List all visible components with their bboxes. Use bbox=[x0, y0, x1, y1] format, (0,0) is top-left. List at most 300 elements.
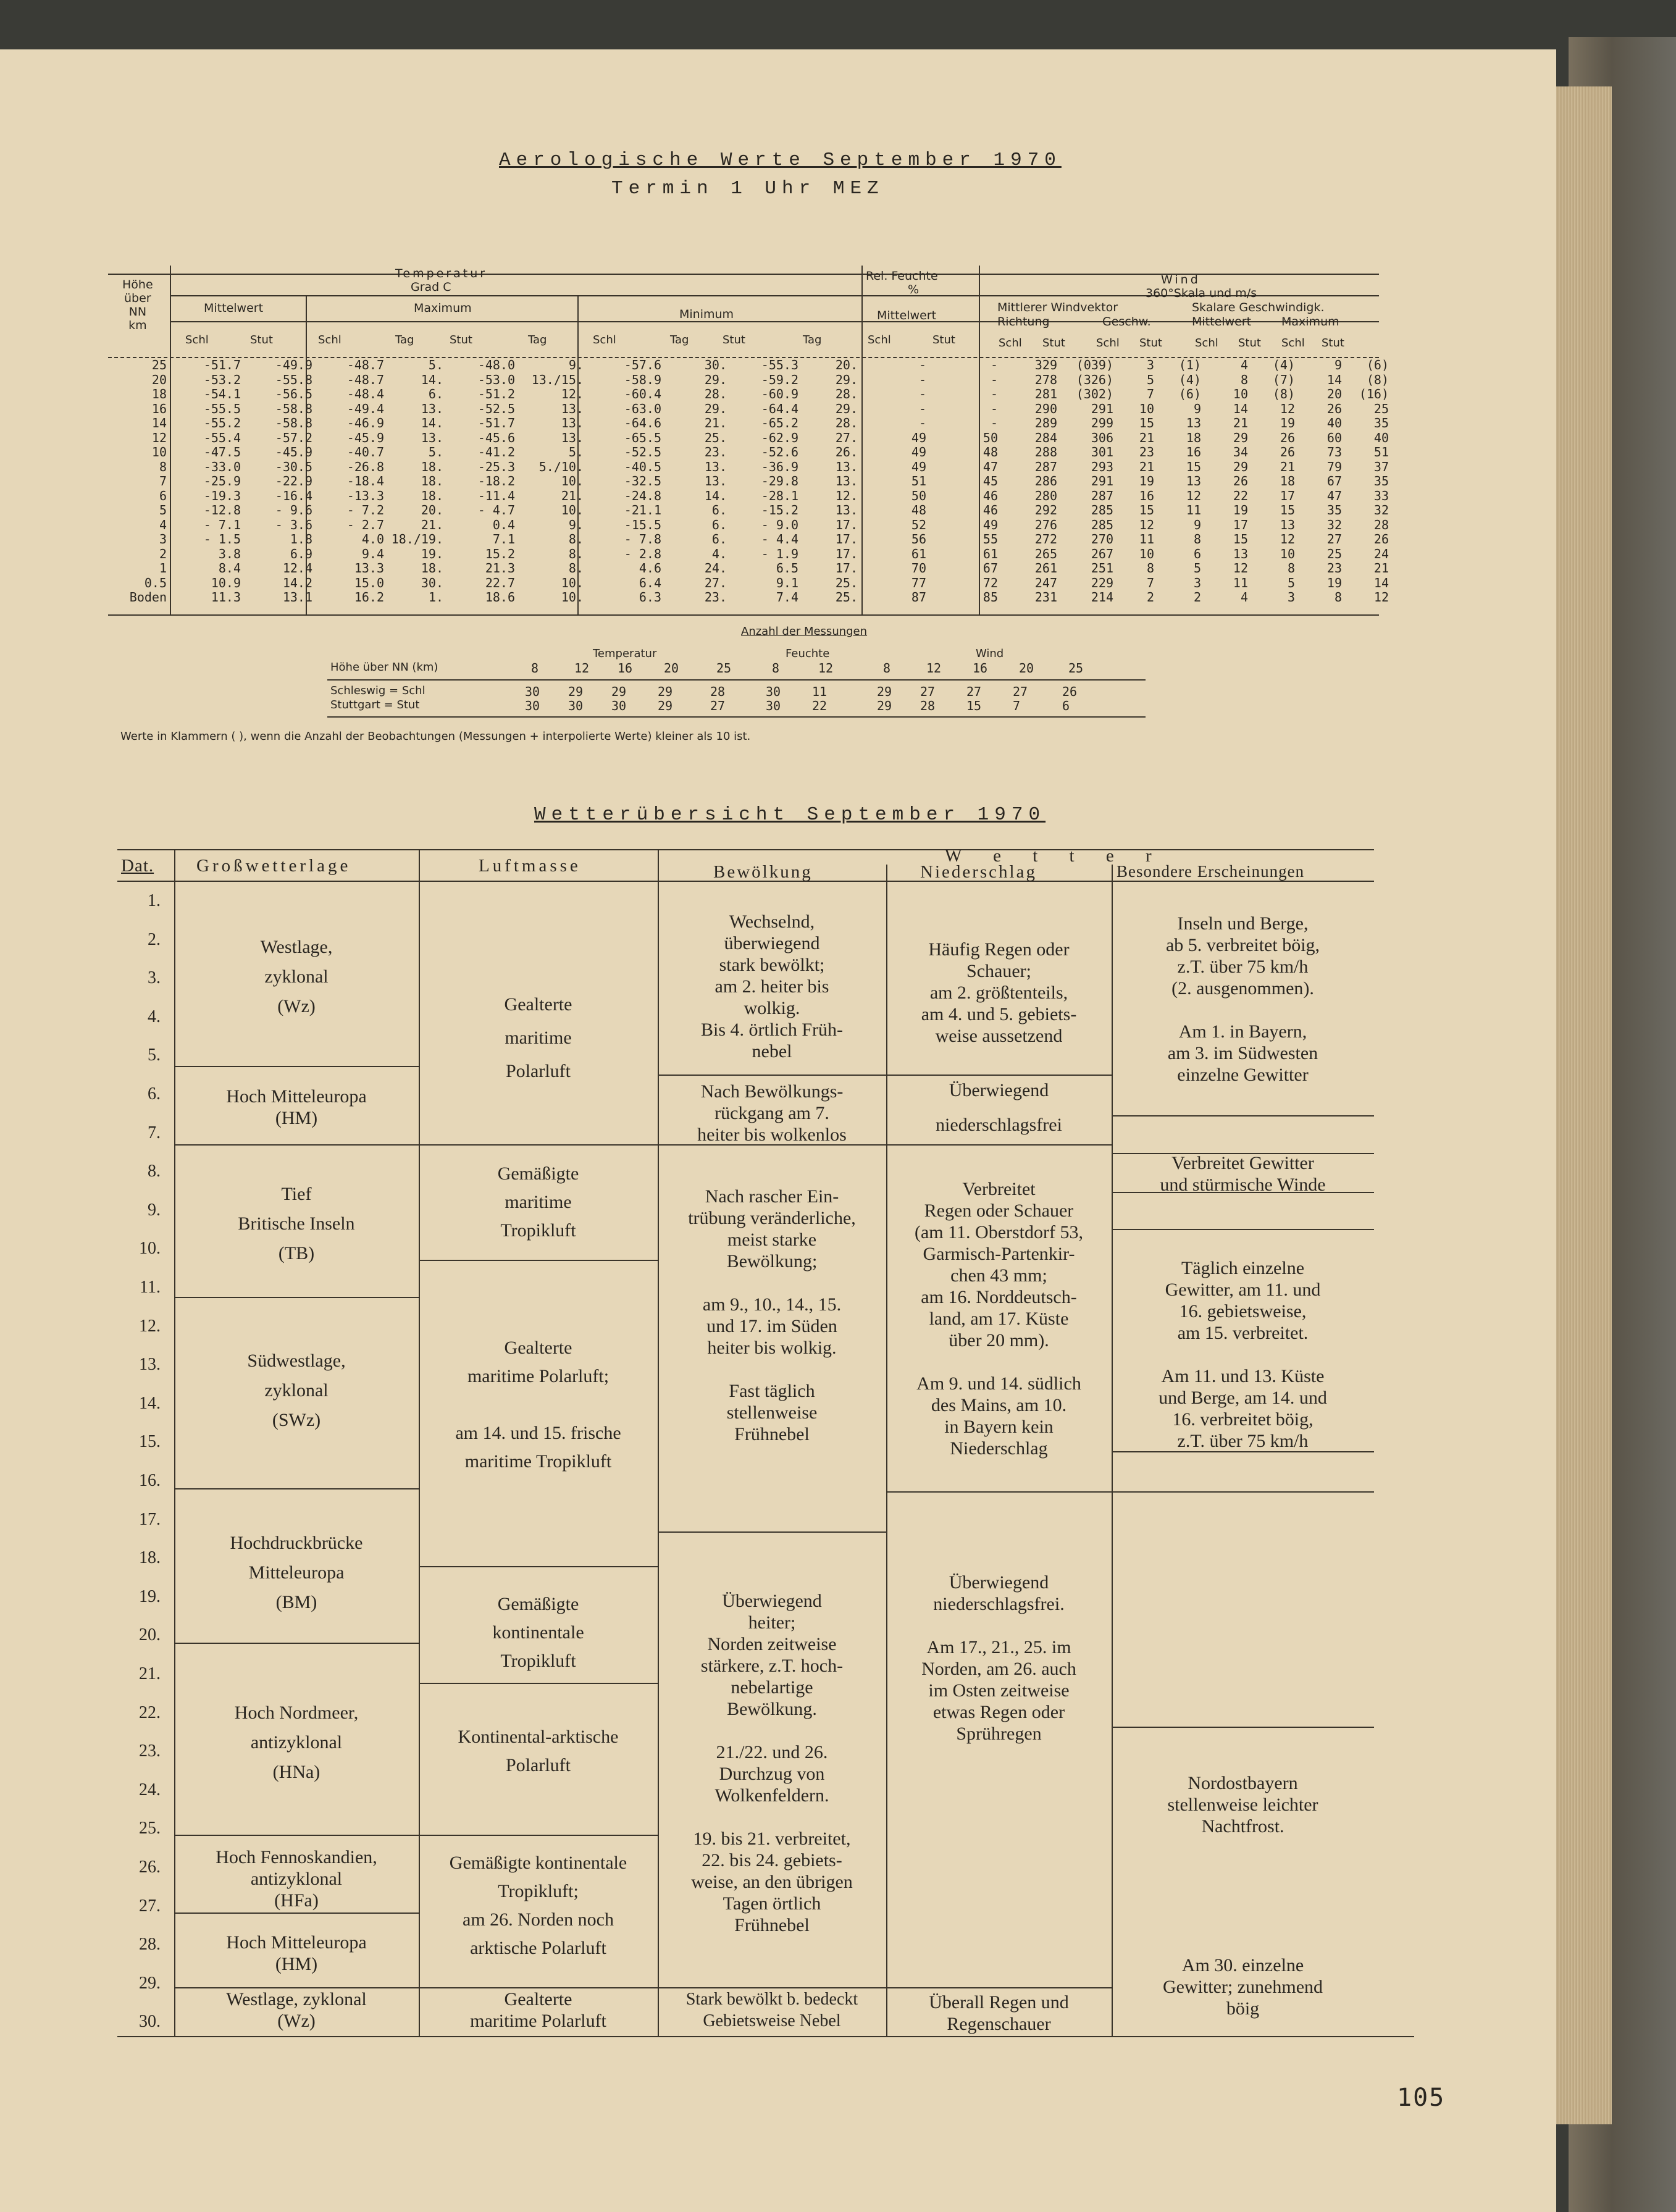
aero-value-cell: (16) bbox=[1359, 387, 1389, 401]
date-label: 27. bbox=[139, 1896, 161, 1916]
aero-value-cell: -57.2 bbox=[275, 430, 312, 445]
aero-value-cell: 14. bbox=[421, 372, 443, 387]
aero-value-cell: 13 bbox=[1233, 546, 1248, 561]
aero-value-cell: 251 bbox=[1091, 561, 1113, 576]
count-height-cell: 25 bbox=[1068, 661, 1084, 676]
aero-value-cell: 299 bbox=[1091, 416, 1113, 430]
aero-value-cell: -62.9 bbox=[761, 430, 798, 445]
aero-value-cell: (4) bbox=[1178, 372, 1201, 387]
aero-value-cell: 2 bbox=[1146, 590, 1154, 605]
count-cell: 28 bbox=[920, 698, 936, 713]
aero-value-cell: 11 bbox=[1139, 532, 1154, 547]
nied-rule bbox=[886, 1144, 1112, 1146]
sub-schl: Schl bbox=[593, 333, 616, 346]
aero-value-cell: - bbox=[918, 372, 926, 387]
aero-value-cell: 61 bbox=[983, 546, 998, 561]
aero-value-cell: -65.2 bbox=[761, 416, 798, 430]
aero-value-cell: 21. bbox=[421, 517, 443, 532]
count-height-cell: 16 bbox=[973, 661, 988, 676]
wind-header: Wind bbox=[1161, 273, 1200, 287]
bew-rule bbox=[658, 1075, 886, 1076]
date-label: 1. bbox=[148, 891, 161, 910]
aero-value-cell: 13 bbox=[1186, 474, 1201, 488]
gwl-block: Westlage, zyklonal (Wz) bbox=[226, 1989, 367, 2031]
counts-hoehe-label: Höhe über NN (km) bbox=[330, 661, 438, 674]
aero-value-cell: 12 bbox=[1233, 561, 1248, 576]
aero-value-cell: 34 bbox=[1233, 445, 1248, 459]
count-cell: 30 bbox=[525, 684, 540, 699]
aero-value-cell: -45.9 bbox=[346, 430, 384, 445]
count-height-cell: 12 bbox=[574, 661, 590, 676]
aero-value-cell: -22.9 bbox=[275, 474, 312, 488]
aero-row bbox=[105, 416, 1393, 431]
aero-value-cell: 291 bbox=[1091, 401, 1113, 416]
gwl-block: Tief Britische Inseln (TB) bbox=[238, 1184, 355, 1263]
aero-value-cell: 29. bbox=[835, 372, 858, 387]
aero-value-cell: 21. bbox=[704, 416, 727, 430]
aero-height-cell: 7 bbox=[159, 474, 167, 488]
aero-value-cell: 27 bbox=[1326, 532, 1342, 547]
aero-value-cell: (4) bbox=[1272, 358, 1295, 372]
aero-value-cell: 49 bbox=[911, 459, 926, 474]
sub-stut: Stut bbox=[723, 333, 745, 346]
bes-block: Verbreitet Gewitter und stürmische Winde bbox=[1160, 1153, 1326, 1195]
aero-value-cell: 26 bbox=[1373, 532, 1389, 547]
aero-value-cell: 21 bbox=[1280, 459, 1295, 474]
aero-value-cell: 12 bbox=[1280, 401, 1295, 416]
temperatur-header: Temperatur bbox=[395, 267, 488, 280]
aero-height-cell: 5 bbox=[159, 503, 167, 517]
aero-value-cell: -55.2 bbox=[203, 416, 241, 430]
aero-value-cell: -13.3 bbox=[346, 488, 384, 503]
aero-value-cell: 17 bbox=[1280, 488, 1295, 503]
aero-value-cell: 284 bbox=[1034, 430, 1057, 445]
count-cell: 29 bbox=[611, 684, 627, 699]
aero-value-cell: 5./10. bbox=[538, 459, 584, 474]
aero-value-cell: 48 bbox=[983, 445, 998, 459]
gwl-block: Hoch Mitteleuropa (HM) bbox=[226, 1932, 367, 1974]
nied-block: Überwiegend niederschlagsfrei. Am 17., 21., 25. im Norden, am 26. auch im Osten zeitweise etwas Regen oder Sprühregen bbox=[921, 1572, 1076, 1744]
aero-value-cell: 8 bbox=[1287, 561, 1295, 576]
aero-value-cell: 67 bbox=[983, 561, 998, 576]
aero-value-cell: -52.5 bbox=[477, 401, 515, 416]
aero-value-cell: -58.9 bbox=[624, 372, 661, 387]
aero-value-cell: (7) bbox=[1272, 372, 1295, 387]
aero-value-cell: 13. bbox=[561, 430, 584, 445]
date-label: 13. bbox=[139, 1355, 161, 1375]
aero-value-cell: -55.8 bbox=[275, 372, 312, 387]
aero-height-cell: 2 bbox=[159, 546, 167, 561]
aero-value-cell: 52 bbox=[911, 517, 926, 532]
aero-value-cell: - 4.7 bbox=[477, 503, 515, 517]
luft-block: Gemäßigte kontinentale Tropikluft bbox=[492, 1594, 584, 1671]
aero-value-cell: 3 bbox=[1146, 358, 1154, 372]
aero-value-cell: 329 bbox=[1034, 358, 1057, 372]
date-label: 7. bbox=[148, 1123, 161, 1142]
aero-value-cell: - bbox=[918, 387, 926, 401]
aero-value-cell: 8. bbox=[568, 532, 584, 547]
gwl-rule bbox=[174, 1835, 419, 1836]
aero-subtitle: Termin 1 Uhr MEZ bbox=[611, 178, 884, 199]
aero-value-cell: 77 bbox=[911, 575, 926, 590]
windvektor-header: Mittlerer Windvektor bbox=[997, 301, 1118, 314]
aero-value-cell: -41.2 bbox=[477, 445, 515, 459]
aero-value-cell: (6) bbox=[1178, 387, 1201, 401]
aero-value-cell: 35 bbox=[1326, 503, 1342, 517]
counts-rule bbox=[327, 716, 1146, 718]
aero-value-cell: -40.7 bbox=[346, 445, 384, 459]
aero-value-cell: 19 bbox=[1233, 503, 1248, 517]
wetter-dat-header: Dat. bbox=[121, 856, 154, 876]
aero-value-cell: 285 bbox=[1091, 503, 1113, 517]
aero-value-cell: 10 bbox=[1280, 546, 1295, 561]
aero-value-cell: -48.4 bbox=[346, 387, 384, 401]
aero-value-cell: 33 bbox=[1373, 488, 1389, 503]
count-height-cell: 25 bbox=[716, 661, 732, 676]
aero-value-cell: 3.8 bbox=[218, 546, 241, 561]
aero-value-cell: - 7.8 bbox=[624, 532, 661, 547]
bew-block: Stark bewölkt b. bedeckt Gebietsweise Nebel bbox=[685, 1990, 858, 2030]
aero-value-cell: 10. bbox=[561, 590, 584, 605]
aero-value-cell: 0.4 bbox=[492, 517, 515, 532]
aero-value-cell: 15 bbox=[1139, 503, 1154, 517]
aero-value-cell: 50 bbox=[911, 488, 926, 503]
gwl-rule bbox=[174, 1488, 419, 1489]
aero-row bbox=[105, 561, 1393, 576]
aero-value-cell: 73 bbox=[1326, 445, 1342, 459]
aero-value-cell: 6.9 bbox=[290, 546, 312, 561]
aero-value-cell: -48.7 bbox=[346, 372, 384, 387]
wetter-nied-header: Niederschlag bbox=[920, 862, 1037, 882]
aero-value-cell: 21. bbox=[561, 488, 584, 503]
aero-value-cell: 51 bbox=[1373, 445, 1389, 459]
aero-value-cell: -55.3 bbox=[761, 358, 798, 372]
aero-value-cell: -60.4 bbox=[624, 387, 661, 401]
count-cell: 7 bbox=[1013, 698, 1021, 713]
bes-block: Inseln und Berge, ab 5. verbreitet böig, z.T. über 75 km/h (2. ausgenommen). Am 1. in Bayern, am 3. im Südwesten einzelne Gewitter bbox=[1165, 913, 1320, 1085]
aero-value-cell: -48.0 bbox=[477, 358, 515, 372]
aero-height-cell: 20 bbox=[151, 372, 167, 387]
pct-header: % bbox=[908, 283, 920, 296]
aero-value-cell: 1.8 bbox=[290, 532, 312, 547]
sub-schl: Schl bbox=[868, 333, 891, 346]
date-label: 2. bbox=[148, 929, 161, 949]
aero-value-cell: 8.4 bbox=[218, 561, 241, 576]
aero-value-cell: 13. bbox=[421, 401, 443, 416]
aero-value-cell: (8) bbox=[1366, 372, 1389, 387]
sub-schl: Schl bbox=[1096, 337, 1120, 350]
date-label: 9. bbox=[148, 1200, 161, 1220]
aero-value-cell: 8 bbox=[1240, 372, 1248, 387]
aero-value-cell: 21 bbox=[1139, 459, 1154, 474]
aero-value-cell: 17. bbox=[835, 561, 858, 576]
aero-value-cell: 13./15. bbox=[531, 372, 584, 387]
aero-value-cell: 13. bbox=[835, 459, 858, 474]
geschw-header: Geschw. bbox=[1102, 315, 1151, 329]
aero-value-cell: 12 bbox=[1139, 517, 1154, 532]
aero-value-cell: -64.6 bbox=[624, 416, 661, 430]
date-label: 26. bbox=[139, 1858, 161, 1877]
aero-value-cell: 14 bbox=[1233, 401, 1248, 416]
wetter-bew-header: Bewölkung bbox=[713, 862, 813, 882]
aero-value-cell: 16 bbox=[1139, 488, 1154, 503]
aero-row bbox=[105, 532, 1393, 547]
aero-value-cell: 14 bbox=[1373, 575, 1389, 590]
aero-value-cell: 29. bbox=[835, 401, 858, 416]
aero-value-cell: 301 bbox=[1091, 445, 1113, 459]
date-label: 24. bbox=[139, 1780, 161, 1799]
aero-value-cell: 12 bbox=[1280, 532, 1295, 547]
count-height-cell: 16 bbox=[618, 661, 633, 676]
date-label: 22. bbox=[139, 1703, 161, 1722]
sub-schl: Schl bbox=[318, 333, 341, 346]
bes-rule bbox=[1112, 1115, 1374, 1116]
wetter-title: Wetterübersicht September 1970 bbox=[534, 804, 1046, 826]
aero-value-cell: -51.7 bbox=[477, 416, 515, 430]
aero-value-cell: 16.2 bbox=[354, 590, 384, 605]
aero-value-cell: 14. bbox=[421, 416, 443, 430]
aero-value-cell: -54.1 bbox=[203, 387, 241, 401]
wetter-gwl-header: Großwetterlage bbox=[196, 856, 351, 876]
sub-schl: Schl bbox=[999, 337, 1022, 350]
aero-value-cell: 1. bbox=[428, 590, 443, 605]
aero-value-cell: 15.2 bbox=[485, 546, 515, 561]
aero-value-cell: 5 bbox=[1287, 575, 1295, 590]
sub-tag: Tag bbox=[395, 333, 414, 346]
aero-value-cell: 3 bbox=[1193, 575, 1201, 590]
luft-block: Gealterte maritime Polarluft bbox=[504, 994, 572, 1081]
bes-block: Täglich einzelne Gewitter, am 11. und 16. gebietsweise, am 15. verbreitet. Am 11. und 13. Küste und Berge, am 14. und 16. verbreitet böig, z.T. über 75 km/h bbox=[1159, 1258, 1327, 1451]
wetter-top-rule bbox=[117, 849, 1374, 850]
aero-value-cell: 23 bbox=[1326, 561, 1342, 576]
bew-block: Nach Bewölkungs- rückgang am 7. heiter bis wolkenlos bbox=[697, 1081, 847, 1145]
aero-value-cell: 19 bbox=[1326, 575, 1342, 590]
aero-value-cell: 24 bbox=[1373, 546, 1389, 561]
date-label: 8. bbox=[148, 1162, 161, 1181]
sub-schl: Schl bbox=[1195, 337, 1218, 350]
aero-value-cell: 293 bbox=[1091, 459, 1113, 474]
count-height-cell: 8 bbox=[531, 661, 539, 676]
aero-row bbox=[105, 474, 1393, 489]
aero-value-cell: 13. bbox=[835, 474, 858, 488]
aero-value-cell: 22.7 bbox=[485, 575, 515, 590]
maximum-header: Maximum bbox=[414, 301, 472, 315]
aero-value-cell: 272 bbox=[1034, 532, 1057, 547]
aero-value-cell: 7 bbox=[1146, 387, 1154, 401]
aero-value-cell: 281 bbox=[1034, 387, 1057, 401]
aero-value-cell: 20. bbox=[421, 503, 443, 517]
aero-value-cell: 55 bbox=[983, 532, 998, 547]
aero-value-cell: 11.3 bbox=[211, 590, 241, 605]
minimum-header: Minimum bbox=[679, 308, 734, 321]
sub-tag: Tag bbox=[670, 333, 689, 346]
aero-value-cell: 10 bbox=[1139, 401, 1154, 416]
aero-value-cell: 51 bbox=[911, 474, 926, 488]
maximum-wind-header: Maximum bbox=[1281, 315, 1339, 329]
aero-note: Werte in Klammern ( ), wenn die Anzahl der Beobachtungen (Messungen + interpolierte Werte) kleiner als 10 ist. bbox=[120, 730, 751, 743]
aero-value-cell: 292 bbox=[1034, 503, 1057, 517]
aero-value-cell: 19. bbox=[421, 546, 443, 561]
aero-value-cell: 291 bbox=[1091, 474, 1113, 488]
date-label: 29. bbox=[139, 1973, 161, 1993]
count-cell: 22 bbox=[812, 698, 828, 713]
aero-value-cell: 14 bbox=[1326, 372, 1342, 387]
aero-value-cell: 12. bbox=[835, 488, 858, 503]
bew-block: Überwiegend heiter; Norden zeitweise stärkere, z.T. hoch- nebelartige Bewölkung. 21./22. und 26. Durchzug von Wolkenfeldern. 19. bis 21. verbreitet, 22. bis 24. gebiets- weise, an den übrigen Tagen örtlich Frühnebel bbox=[691, 1591, 853, 1935]
sub-schl: Schl bbox=[185, 333, 209, 346]
date-label: 30. bbox=[139, 2012, 161, 2032]
aero-value-cell: -52.6 bbox=[761, 445, 798, 459]
mittelwert-rf-header: Mittelwert bbox=[877, 309, 937, 322]
aero-value-cell: 15.0 bbox=[354, 575, 384, 590]
count-height-cell: 12 bbox=[926, 661, 942, 676]
date-label: 18. bbox=[139, 1548, 161, 1568]
aero-height-cell: 18 bbox=[151, 387, 167, 401]
luft-block: Kontinental-arktische Polarluft bbox=[458, 1727, 619, 1775]
aero-value-cell: 229 bbox=[1091, 575, 1113, 590]
aero-value-cell: 9.4 bbox=[361, 546, 384, 561]
aero-value-cell: 12. bbox=[561, 387, 584, 401]
aero-value-cell: (326) bbox=[1076, 372, 1113, 387]
aero-value-cell: - bbox=[918, 416, 926, 430]
aero-value-cell: 12 bbox=[1186, 488, 1201, 503]
count-cell: 6 bbox=[1062, 698, 1070, 713]
aero-value-cell: 28. bbox=[835, 387, 858, 401]
count-cell: 30 bbox=[766, 698, 781, 713]
aero-row bbox=[105, 445, 1393, 460]
aero-value-cell: 5. bbox=[428, 358, 443, 372]
aero-value-cell: 79 bbox=[1326, 459, 1342, 474]
aero-value-cell: 4.6 bbox=[639, 561, 661, 576]
aero-value-cell: 48 bbox=[911, 503, 926, 517]
nied-rule bbox=[886, 1491, 1112, 1493]
aero-value-cell: 5. bbox=[428, 445, 443, 459]
bes-rule bbox=[1112, 1229, 1374, 1230]
aero-value-cell: 276 bbox=[1034, 517, 1057, 532]
aero-value-cell: 11 bbox=[1186, 503, 1201, 517]
aero-value-cell: -47.5 bbox=[203, 445, 241, 459]
aero-value-cell: 13.1 bbox=[282, 590, 312, 605]
luft-rule bbox=[419, 1683, 658, 1684]
aero-value-cell: 6.5 bbox=[776, 561, 798, 576]
luft-block: Gealterte maritime Polarluft; am 14. und 15. frische maritime Tropikluft bbox=[455, 1338, 621, 1472]
aero-value-cell: 28 bbox=[1373, 517, 1389, 532]
aero-value-cell: - bbox=[990, 372, 998, 387]
aero-row bbox=[105, 576, 1393, 591]
aero-value-cell: -55.5 bbox=[203, 401, 241, 416]
bew-block: Wechselnd, überwiegend stark bewölkt; am 2. heiter bis wolkig. Bis 4. örtlich Früh- nebel bbox=[701, 911, 843, 1062]
aero-row bbox=[105, 547, 1393, 562]
aero-value-cell: (6) bbox=[1366, 358, 1389, 372]
aero-value-cell: 13. bbox=[421, 430, 443, 445]
aero-value-cell: 267 bbox=[1091, 546, 1113, 561]
nied-block: Überall Regen und Regenschauer bbox=[929, 1992, 1069, 2034]
aero-value-cell: -49.9 bbox=[275, 358, 312, 372]
counts-stut-label: Stuttgart = Stut bbox=[330, 698, 420, 711]
luft-block: Gemäßigte kontinentale Tropikluft; am 26. Norden noch arktische Polarluft bbox=[449, 1853, 627, 1958]
aero-value-cell: 13 bbox=[1280, 517, 1295, 532]
aero-value-cell: - bbox=[990, 416, 998, 430]
aero-value-cell: - bbox=[918, 401, 926, 416]
count-height-cell: 12 bbox=[818, 661, 834, 676]
sub-stut: Stut bbox=[450, 333, 472, 346]
aero-value-cell: 30. bbox=[704, 358, 727, 372]
aero-value-cell: -19.3 bbox=[203, 488, 241, 503]
count-cell: 15 bbox=[966, 698, 982, 713]
aero-row bbox=[105, 402, 1393, 417]
aero-value-cell: 50 bbox=[983, 430, 998, 445]
sub-stut: Stut bbox=[1238, 337, 1261, 350]
aero-value-cell: -18.2 bbox=[477, 474, 515, 488]
aero-value-cell: 290 bbox=[1034, 401, 1057, 416]
aero-value-cell: 17 bbox=[1233, 517, 1248, 532]
date-label: 6. bbox=[148, 1084, 161, 1104]
bes-block: Nordostbayern stellenweise leichter Nachtfrost. bbox=[1167, 1773, 1318, 1837]
aero-height-cell: 6 bbox=[159, 488, 167, 503]
aero-value-cell: 16 bbox=[1186, 445, 1201, 459]
aero-value-cell: 10.9 bbox=[211, 575, 241, 590]
aero-value-cell: 6.3 bbox=[639, 590, 661, 605]
count-cell: 27 bbox=[920, 684, 936, 699]
aero-value-cell: -15.5 bbox=[624, 517, 661, 532]
aero-value-cell: 70 bbox=[911, 561, 926, 576]
aero-value-cell: 4 bbox=[1240, 358, 1248, 372]
aero-height-cell: 4 bbox=[159, 517, 167, 532]
aero-value-cell: -16.4 bbox=[275, 488, 312, 503]
aero-value-cell: -11.4 bbox=[477, 488, 515, 503]
aero-value-cell: 28. bbox=[704, 387, 727, 401]
aero-value-cell: 25 bbox=[1326, 546, 1342, 561]
aero-value-cell: 60 bbox=[1326, 430, 1342, 445]
aero-value-cell: - bbox=[990, 387, 998, 401]
bes-rule bbox=[1112, 1491, 1374, 1493]
aero-value-cell: 22 bbox=[1233, 488, 1248, 503]
aero-value-cell: 18. bbox=[421, 561, 443, 576]
aero-value-cell: 29. bbox=[704, 372, 727, 387]
luft-rule bbox=[419, 1144, 658, 1146]
aero-value-cell: - 9.0 bbox=[761, 517, 798, 532]
aero-value-cell: - 9.6 bbox=[275, 503, 312, 517]
aero-height-cell: 8 bbox=[159, 459, 167, 474]
aero-value-cell: 10. bbox=[561, 503, 584, 517]
sub-schl: Schl bbox=[1281, 337, 1305, 350]
aero-value-cell: - 3.6 bbox=[275, 517, 312, 532]
aero-height-cell: Boden bbox=[129, 590, 167, 605]
aero-value-cell: -40.5 bbox=[624, 459, 661, 474]
aero-value-cell: 18. bbox=[421, 474, 443, 488]
aero-value-cell: - bbox=[918, 358, 926, 372]
aero-value-cell: 25. bbox=[835, 590, 858, 605]
aero-height-cell: 16 bbox=[151, 401, 167, 416]
mittelwert-header: Mittelwert bbox=[204, 301, 264, 315]
date-label: 10. bbox=[139, 1239, 161, 1259]
aero-value-cell: 306 bbox=[1091, 430, 1113, 445]
aero-value-cell: 7.1 bbox=[492, 532, 515, 547]
sub-stut: Stut bbox=[1322, 337, 1344, 350]
date-label: 20. bbox=[139, 1625, 161, 1645]
nied-rule bbox=[886, 1075, 1112, 1076]
luft-rule bbox=[419, 1260, 658, 1261]
aero-value-cell: -59.2 bbox=[761, 372, 798, 387]
richtung-header: Richtung bbox=[997, 315, 1050, 329]
aero-value-cell: -57.6 bbox=[624, 358, 661, 372]
aero-value-cell: - 2.7 bbox=[346, 517, 384, 532]
date-label: 11. bbox=[140, 1278, 161, 1297]
aero-value-cell: -53.0 bbox=[477, 372, 515, 387]
aero-row bbox=[105, 590, 1393, 605]
count-cell: 28 bbox=[710, 684, 726, 699]
aero-value-cell: (8) bbox=[1272, 387, 1295, 401]
